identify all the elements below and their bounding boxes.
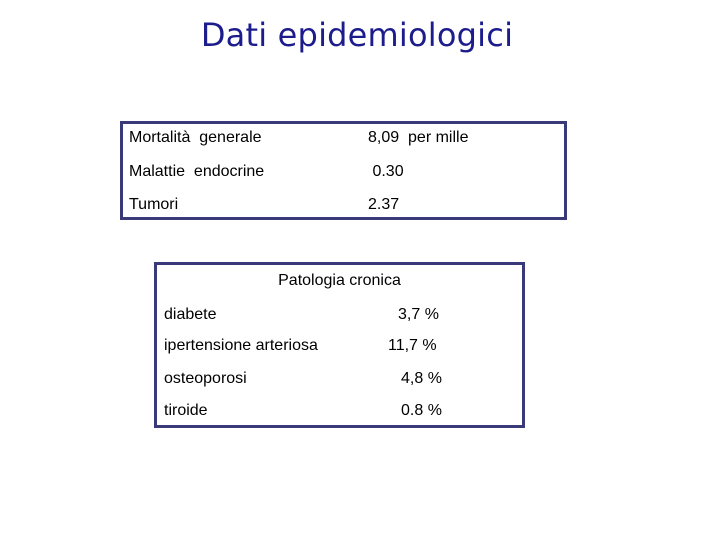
row-value-diabetes: 3,7 %	[398, 306, 439, 323]
row-value-osteoporosis: 4,8 %	[401, 370, 442, 387]
chronic-heading: Patologia cronica	[278, 272, 401, 289]
row-label-endocrine: Malattie endocrine	[129, 163, 265, 180]
row-value-thyroid: 0.8 %	[401, 402, 442, 419]
row-label-tumors: Tumori	[129, 196, 179, 213]
row-value-hypertension: 11,7 %	[388, 337, 437, 354]
page-title: Dati epidemiologici	[200, 16, 514, 54]
row-value-endocrine: 0.30	[368, 163, 404, 180]
row-value-tumors: 2.37	[368, 196, 400, 213]
row-label-osteoporosis: osteoporosi	[164, 370, 247, 387]
row-label-diabetes: diabete	[164, 306, 217, 323]
row-label-thyroid: tiroide	[164, 402, 208, 419]
chronic-disease-box	[154, 262, 525, 428]
general-data-box	[120, 121, 567, 220]
row-label-mortality: Mortalità generale	[129, 129, 262, 146]
row-label-hypertension: ipertensione arteriosa	[164, 337, 318, 354]
row-value-mortality: 8,09 per mille	[368, 129, 469, 146]
